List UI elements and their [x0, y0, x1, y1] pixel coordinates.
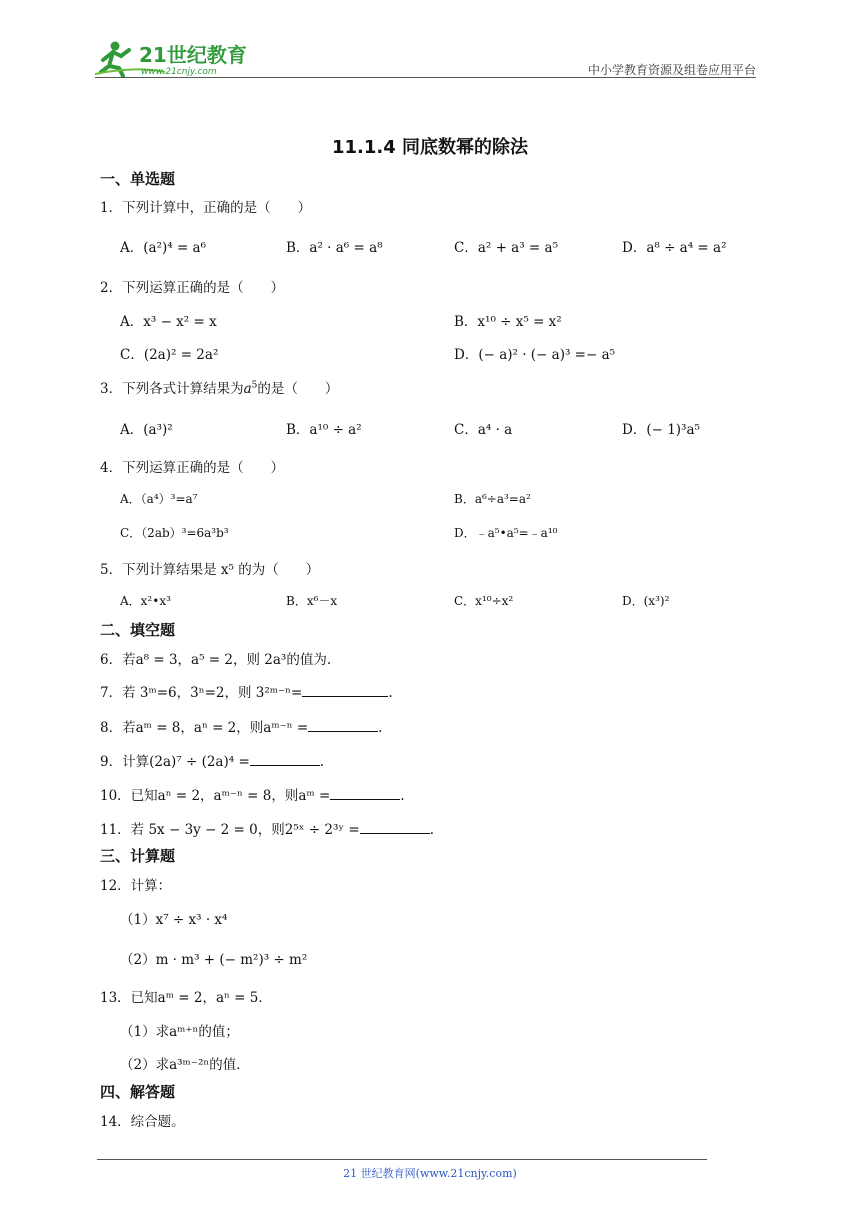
- question-4: 4．下列运算正确的是（ ）: [100, 460, 285, 476]
- answer-blank: [250, 753, 320, 766]
- question-10: 10．已知aⁿ = 2，aᵐ⁻ⁿ = 8，则aᵐ = .: [100, 788, 405, 804]
- question-8: 8．若aᵐ = 8，aⁿ = 2，则aᵐ⁻ⁿ = .: [100, 720, 383, 736]
- header-divider: [95, 77, 756, 78]
- q2-option-a: A．x³ − x² = x: [120, 314, 217, 330]
- question-14: 14．综合题。: [100, 1114, 185, 1130]
- q3-prefix: 3．下列各式计算结果为: [100, 381, 244, 397]
- answer-blank: [360, 821, 430, 834]
- q2-option-d: D．(− a)² · (− a)³ =− a⁵: [454, 347, 616, 363]
- q3-option-c: C．a⁴ · a: [454, 422, 513, 438]
- question-11: 11．若 5x − 3y − 2 = 0，则2⁵ˣ ÷ 2³ʸ = .: [100, 822, 434, 838]
- q13-part-2: （2）求a³ᵐ⁻²ⁿ的值．: [120, 1057, 250, 1073]
- question-1: 1．下列计算中，正确的是（ ）: [100, 200, 312, 216]
- q1-option-c: C．a² + a³ = a⁵: [454, 240, 558, 256]
- page-title: 11.1.4 同底数幂的除法: [331, 137, 529, 158]
- answer-blank: [308, 719, 378, 732]
- q13-part-1: （1）求aᵐ⁺ⁿ的值；: [120, 1024, 239, 1040]
- logo-url: www.21cnjy.com: [141, 67, 217, 77]
- site-logo: [95, 38, 255, 78]
- question-6: 6．若a⁸ = 3，a⁵ = 2，则 2a³的值为.: [100, 652, 332, 668]
- section-heading-fill-blank: 二、填空题: [100, 621, 176, 639]
- q4-option-b: B．a⁶÷a³=a²: [454, 492, 531, 506]
- q9-text: 9．计算(2a)⁷ ÷ (2a)⁴ =: [100, 754, 250, 770]
- q3-suffix: 的是（ ）: [257, 381, 339, 397]
- logo-text: 21世纪教育: [139, 43, 247, 67]
- q8-text: 8．若aᵐ = 8，aⁿ = 2，则aᵐ⁻ⁿ =: [100, 720, 309, 736]
- q4-option-a: A．（a⁴）³=a⁷: [120, 492, 198, 506]
- platform-name: 中小学教育资源及组卷应用平台: [587, 63, 756, 77]
- q11-text: 11．若 5x − 3y − 2 = 0，则2⁵ˣ ÷ 2³ʸ =: [100, 822, 360, 838]
- footer-link[interactable]: 21 世纪教育网(www.21cnjy.com): [343, 1167, 517, 1180]
- section-heading-answer: 四、解答题: [100, 1083, 176, 1101]
- q4-option-c: C．（2ab）³=6a³b³: [120, 526, 229, 540]
- question-2: 2．下列运算正确的是（ ）: [100, 280, 285, 296]
- q5-option-a: A．x²•x³: [120, 594, 171, 608]
- answer-blank: [302, 684, 388, 697]
- q1-option-d: D．a⁸ ÷ a⁴ = a²: [622, 240, 727, 256]
- q5-option-c: C．x¹⁰÷x²: [454, 594, 514, 608]
- q12-part-1: （1）x⁷ ÷ x³ · x⁴: [120, 912, 228, 928]
- q3-option-a: A．(a³)²: [120, 422, 173, 438]
- logo-runner-icon: [95, 38, 255, 78]
- question-13: 13．已知aᵐ = 2，aⁿ = 5．: [100, 990, 272, 1006]
- q10-text: 10．已知aⁿ = 2，aᵐ⁻ⁿ = 8，则aᵐ =: [100, 788, 331, 804]
- q5-option-b: B．x⁶－x: [286, 594, 338, 608]
- q7-text: 7．若 3ᵐ=6，3ⁿ=2，则 3²ᵐ⁻ⁿ=: [100, 685, 303, 701]
- q1-option-a: A．(a²)⁴ = a⁶: [120, 240, 207, 256]
- q12-part-2: （2）m · m³ + (− m²)³ ÷ m²: [120, 952, 308, 968]
- q2-option-b: B．x¹⁰ ÷ x⁵ = x²: [454, 314, 562, 330]
- q3-option-d: D．(− 1)³a⁵: [622, 422, 700, 438]
- question-5: 5．下列计算结果是 x⁵ 的为（ ）: [100, 562, 320, 578]
- q1-option-b: B．a² · a⁶ = a⁸: [286, 240, 383, 256]
- q5-option-d: D．(x³)²: [622, 594, 670, 608]
- section-heading-calculation: 三、计算题: [100, 847, 176, 865]
- q3-option-b: B．a¹⁰ ÷ a²: [286, 422, 362, 438]
- section-heading-single-choice: 一、单选题: [100, 170, 176, 188]
- q2-option-c: C．(2a)² = 2a²: [120, 347, 219, 363]
- question-12: 12．计算：: [100, 878, 172, 894]
- question-9: 9．计算(2a)⁷ ÷ (2a)⁴ = .: [100, 754, 325, 770]
- answer-blank: [330, 787, 400, 800]
- question-7: 7．若 3ᵐ=6，3ⁿ=2，则 3²ᵐ⁻ⁿ= .: [100, 685, 393, 701]
- question-3: 3．下列各式计算结果为$a^5$的是（ ）: [100, 380, 339, 397]
- q4-option-d: D．﹣a⁵•a⁵=﹣a¹⁰: [454, 526, 558, 540]
- footer-divider: [97, 1159, 707, 1160]
